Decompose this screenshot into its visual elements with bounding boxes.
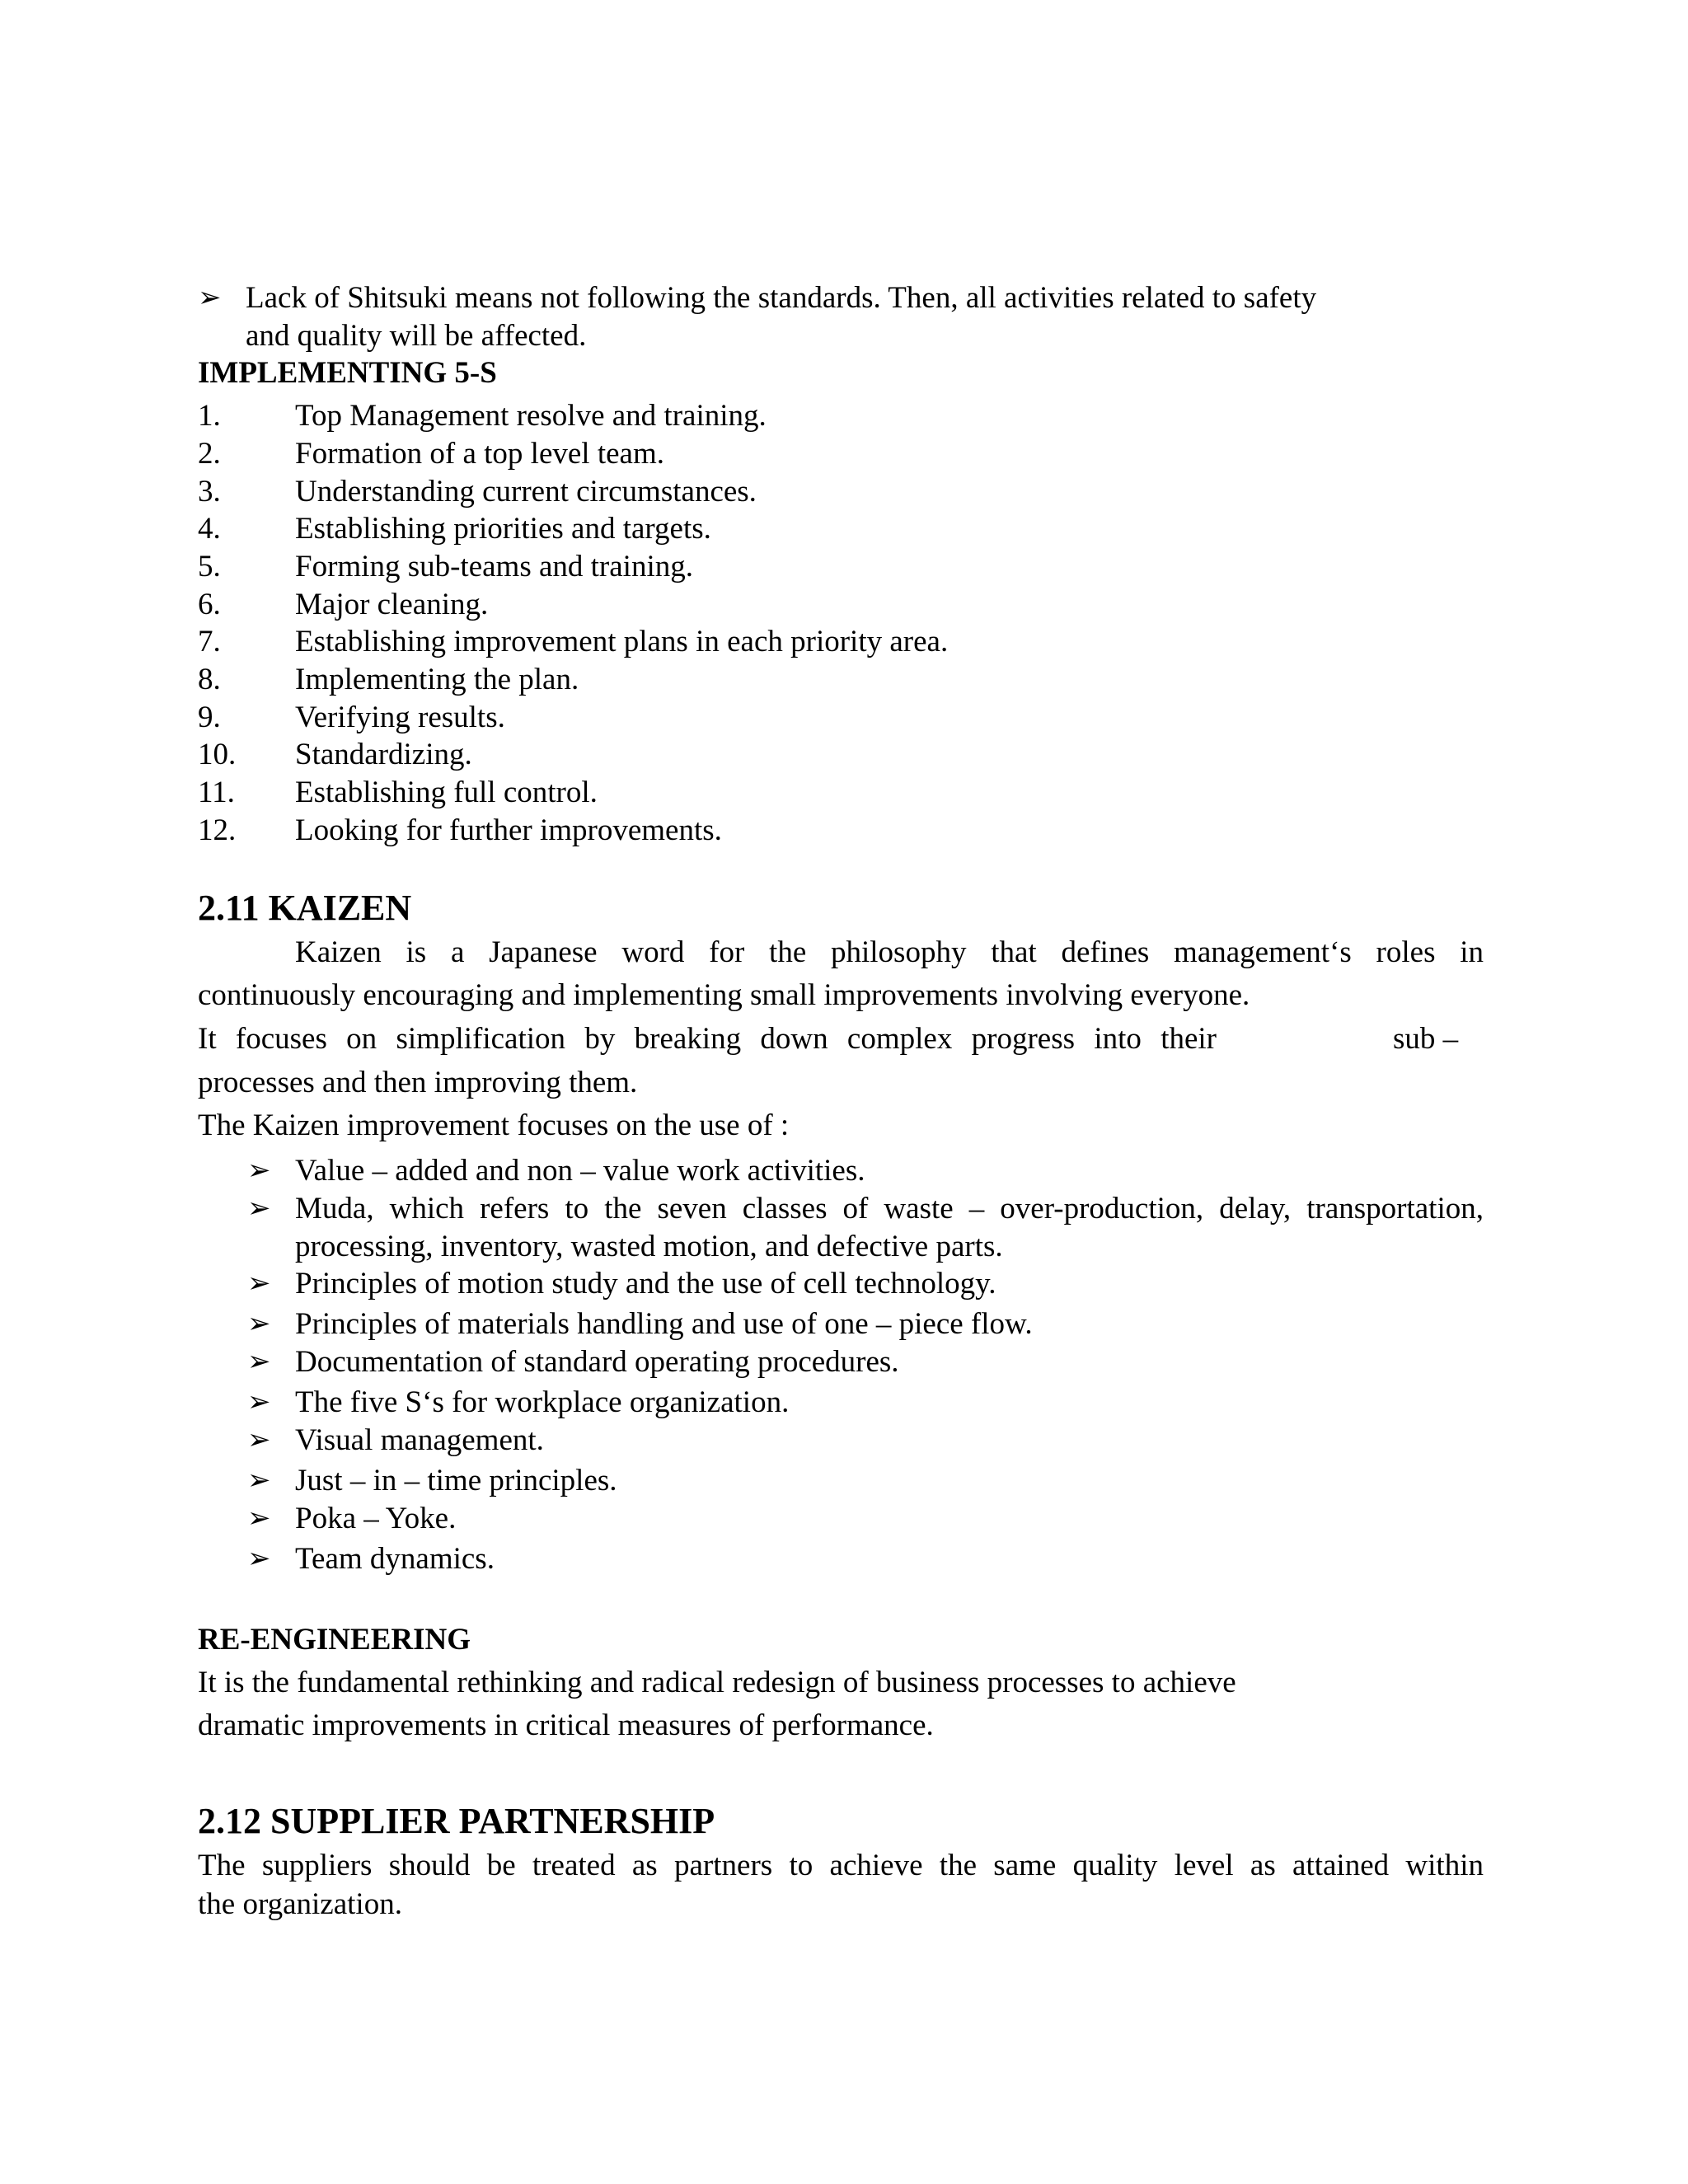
list-item-number: 3. (198, 475, 221, 509)
kaizen-para2-line2: processes and then improving them. (198, 1066, 638, 1099)
supplier-line1: The suppliers should be treated as partners to achieve the same quality level as attained within (198, 1849, 1484, 1882)
list-item-text: Major cleaning. (295, 588, 489, 621)
list-item-number: 8. (198, 663, 221, 696)
kaizen-para2-line1: It focuses on simplification by breaking down complex progress into their (198, 1022, 1217, 1056)
list-item-number: 10. (198, 738, 237, 771)
list-item: Just – in – time principles. (295, 1464, 617, 1497)
intro-bullet-line1: Lack of Shitsuki means not following the standards. Then, all activities related to safety (246, 281, 1317, 315)
kaizen-para2-line1-end: sub – (1393, 1022, 1459, 1056)
kaizen-para1-line2: continuously encouraging and implementing small improvements involving everyone. (198, 978, 1250, 1012)
kaizen-para1-line1: Kaizen is a Japanese word for the philosophy that defines management‘s roles in (295, 935, 1484, 969)
list-item: Value – added and non – value work activities. (295, 1154, 865, 1188)
kaizen-heading: 2.11 KAIZEN (198, 888, 412, 928)
list-item-number: 1. (198, 399, 221, 433)
list-item-text: Establishing full control. (295, 776, 598, 809)
list-item: Visual management. (295, 1423, 544, 1457)
list-item: Principles of materials handling and use of one – piece flow. (295, 1307, 1033, 1341)
list-item: The five S‘s for workplace organization. (295, 1385, 790, 1419)
bullet-arrow-icon: ➢ (247, 1503, 271, 1534)
list-item-number: 11. (198, 776, 235, 809)
implementing-heading: IMPLEMENTING 5-S (198, 356, 497, 390)
list-item-number: 5. (198, 550, 221, 583)
reengineering-heading: RE-ENGINEERING (198, 1623, 471, 1657)
bullet-arrow-icon: ➢ (247, 1387, 271, 1418)
intro-bullet-line2: and quality will be affected. (246, 319, 587, 353)
list-item: Muda, which refers to the seven classes of waste – over-production, delay, transportation, (295, 1192, 1484, 1226)
list-item: Team dynamics. (295, 1542, 495, 1576)
bullet-arrow-icon: ➢ (198, 283, 222, 313)
list-item-number: 7. (198, 625, 221, 658)
kaizen-intro: The Kaizen improvement focuses on the use of : (198, 1108, 790, 1142)
list-item-text: Understanding current circumstances. (295, 475, 757, 509)
list-item: Principles of motion study and the use of cell technology. (295, 1267, 996, 1301)
list-item-number: 12. (198, 813, 237, 847)
list-item-number: 2. (198, 437, 221, 471)
bullet-arrow-icon: ➢ (247, 1544, 271, 1574)
list-item: Poka – Yoke. (295, 1502, 457, 1535)
list-item-text: Looking for further improvements. (295, 813, 722, 847)
list-item-continuation: processing, inventory, wasted motion, and defective parts. (295, 1230, 1003, 1263)
bullet-arrow-icon: ➢ (247, 1347, 271, 1377)
list-item-text: Implementing the plan. (295, 663, 579, 696)
list-item-text: Establishing priorities and targets. (295, 512, 711, 546)
bullet-arrow-icon: ➢ (247, 1465, 271, 1496)
list-item-number: 9. (198, 701, 221, 734)
bullet-arrow-icon: ➢ (247, 1155, 271, 1186)
list-item-text: Formation of a top level team. (295, 437, 664, 471)
list-item-text: Standardizing. (295, 738, 472, 771)
bullet-arrow-icon: ➢ (247, 1268, 271, 1299)
list-item-text: Forming sub-teams and training. (295, 550, 693, 583)
list-item-number: 4. (198, 512, 221, 546)
list-item-number: 6. (198, 588, 221, 621)
reengineering-line1: It is the fundamental rethinking and radical redesign of business processes to achieve (198, 1666, 1236, 1699)
list-item-text: Top Management resolve and training. (295, 399, 767, 433)
reengineering-line2: dramatic improvements in critical measures of performance. (198, 1708, 934, 1742)
bullet-arrow-icon: ➢ (247, 1193, 271, 1224)
list-item: Documentation of standard operating procedures. (295, 1345, 899, 1379)
bullet-arrow-icon: ➢ (247, 1425, 271, 1455)
bullet-arrow-icon: ➢ (247, 1309, 271, 1339)
list-item-text: Verifying results. (295, 701, 505, 734)
supplier-line2: the organization. (198, 1887, 402, 1921)
list-item-text: Establishing improvement plans in each priority area. (295, 625, 949, 658)
supplier-heading: 2.12 SUPPLIER PARTNERSHIP (198, 1801, 715, 1841)
